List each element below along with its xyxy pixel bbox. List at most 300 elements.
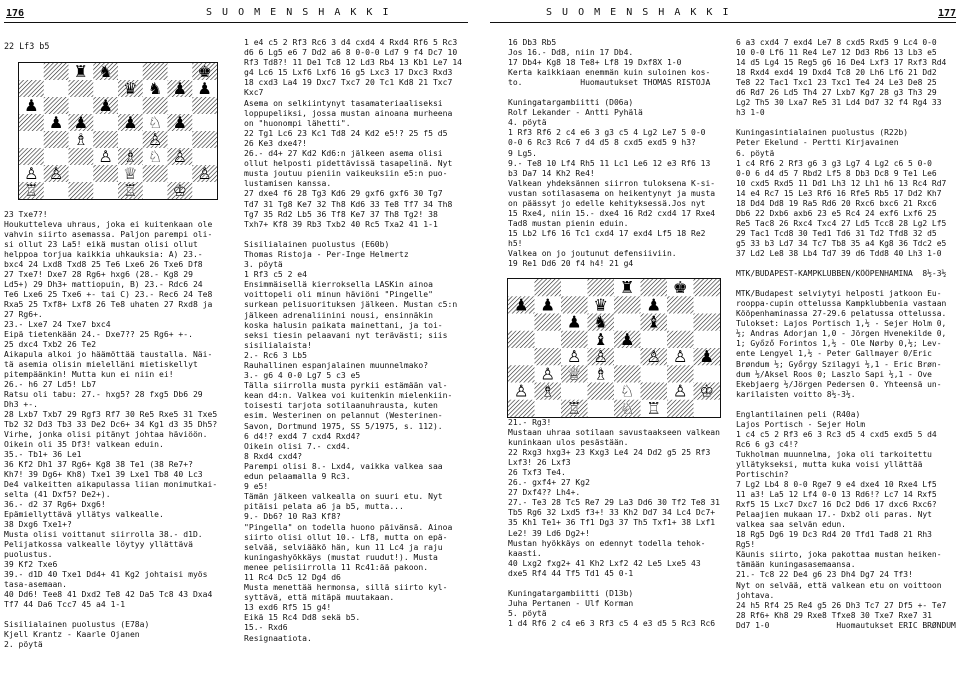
text-line: 6 a3 cxd4 7 exd4 Le7 8 cxd5 Rxd5 9 Lc4 0-0 (736, 38, 937, 47)
chess-piece-icon: ♛ (123, 78, 138, 98)
text-line: 25 dxc4 Txb2 26 Te2 (4, 340, 97, 349)
chess-piece-icon: ♖ (646, 398, 662, 417)
text-line: Savon, Dortmund 1975, SS 5/1975, s. 112). (244, 421, 443, 431)
text-line: 9.- Te8 10 Lf4 Rh5 11 Lc1 Le6 12 e3 Rf6 13 (508, 158, 711, 168)
text-line: 21.- Tc8 22 De4 g6 23 Dh4 Dg7 24 Tf3! (736, 570, 913, 580)
chess-piece-icon: ♟ (98, 95, 113, 115)
chess-piece-icon: ♙ (513, 381, 529, 401)
chess-piece-icon: ♟ (48, 112, 64, 132)
dark-square (641, 383, 668, 400)
text-line: 10 cxd5 Rxd5 11 Dd1 Lh3 12 Lh1 h6 13 Rc4 Rd7 (736, 178, 947, 188)
dark-square (93, 131, 118, 148)
text-line: 38 Dxg6 Txe1+? (4, 520, 72, 529)
text-line: seksi tiesin pelaavani nyt terävästi; siis (244, 330, 448, 340)
chess-piece-icon: ♟ (513, 295, 529, 315)
text-line: on "huonompi lähetti". (244, 118, 351, 128)
text-line: toisesti tarjota sotilaanuhrausta, kuten (244, 401, 438, 411)
dark-square (694, 314, 721, 331)
text-line: syttävä, että mitäpä muutakaan. (244, 593, 395, 603)
text-line: Rf3 Td8?! 11 De1 Tc8 12 Ld3 Rb4 13 Kb1 Le7 14 (244, 58, 463, 68)
text-line: voittopeli oli minun häviöni "Pingelle" (244, 290, 433, 300)
text-line: 37 Ld2 Le8 38 Lb4 Td7 39 d6 Tdd8 40 Lh3 1-0 (736, 248, 942, 258)
chess-piece-icon: ♙ (147, 129, 163, 149)
chess-piece-icon: ♟ (172, 78, 188, 98)
text-line: Txh7+ Kf8 39 Rb3 Txb2 40 Rc5 Txa2 41 1-1 (244, 219, 438, 229)
text-line: menee pelisiirrolla 11 Rc41:ää pakoon. (244, 562, 429, 572)
text-line: 35.- Tb1+ 36 Le1 (4, 450, 82, 459)
dark-square (535, 314, 562, 331)
text-line: De4 valkeitten aikapulassa liian monimutkai- (4, 480, 218, 489)
text-line: Rxa5 25 Txf8+ Lxf8 26 Te8 uhaten 27 Rxd8 ja (4, 300, 213, 309)
chess-piece-icon: ♘ (619, 381, 635, 401)
text-line: 13 exd6 Rf5 15 g4! (244, 603, 332, 613)
text-line: Musta olisi voittanut siirrolla 38.- d1D. (4, 530, 203, 539)
text-line: surkean pelisuorituksen jälkeen. Mustan c5:n (244, 300, 458, 310)
dark-square (667, 365, 694, 382)
text-line: 9 e5! (244, 482, 269, 492)
text-line: Tb5 Rg6 32 Lxd5 f3+! 33 Kh2 Dd7 34 Lc4 Dc7+ (508, 508, 716, 518)
text-line: 28 Rf6+ Kh8 29 Rxe8 Tfxe8 30 Txe7 Rxe7 31 (736, 610, 932, 620)
text-line: Td7 31 Tg8 Ke7 32 Th8 Kd6 33 Te8 Tf7 34 Th8 (244, 199, 453, 209)
right-column-1-top (508, 38, 726, 269)
chess-piece-icon: ♞ (98, 63, 113, 81)
text-line: 21.- Rg3! (508, 418, 552, 427)
chess-piece-icon: ♗ (123, 146, 138, 166)
text-line (508, 88, 726, 98)
text-line: 10 0-0 Lf6 11 Re4 Le7 12 Dd3 Rb6 13 Lb3 e5 (736, 48, 937, 58)
text-line: 27 Dxf4?? Lh4+. (508, 488, 581, 498)
dark-square (192, 131, 217, 148)
text-line: Mustan hyökkäys on edennyt todella tehok- (508, 538, 706, 548)
text-line (508, 579, 726, 589)
text-line: 18 Dd4 Dd8 19 Ra5 Rd6 20 Rxc6 bxc6 21 Rxc6 (736, 198, 937, 208)
chess-piece-icon: ♗ (593, 364, 609, 384)
dark-square (69, 148, 94, 165)
text-line: ½; Andras Adorjan 1,0 - Jörgen Hvenekilde 0, (736, 329, 947, 339)
text-line: Valkean yhdeksännen siirron tuloksena K-si- (508, 178, 716, 188)
chess-piece-icon: ♔ (172, 180, 188, 199)
text-line: 0-0 6 d4 d5 7 Rbd2 Lf5 8 Db3 Dc8 9 Te1 Le6 (736, 168, 937, 178)
text-line: Sisilialainen puolustus (E78a) (4, 620, 150, 629)
text-line: dum ½/Aksel Roos 0; Laszlo Sapi ½,1 - Ove (736, 369, 932, 379)
chess-diagram-1 (18, 62, 218, 200)
text-line: Peter Ekelund - Pertti Kirjavainen (736, 138, 899, 148)
chess-piece-icon: ♙ (98, 146, 113, 166)
text-line: 28 Lxb7 Txb7 29 Rgf3 Rf7 30 Re5 Rxe5 31 Txe5 (4, 410, 218, 419)
dark-square (561, 331, 588, 348)
right-column-2 (736, 38, 956, 631)
text-line (736, 259, 956, 269)
chess-piece-icon: ♙ (646, 347, 662, 367)
chess-piece-icon: ♜ (73, 63, 89, 81)
text-line: 5. pöytä (508, 608, 547, 618)
text-line: h3 1-0 (736, 108, 765, 118)
text-line: Sisilialainen puolustus (E60b) (244, 239, 390, 249)
text-line: MTK/Budapest selviytyi helposti jatkoon Eu- (736, 289, 942, 299)
text-line: 22 Tg1 Lc6 23 Kc1 Td8 24 Kd2 e5!? 25 f5 d5 (244, 128, 448, 138)
text-line: 9 Lg5. (508, 148, 537, 158)
text-line: Kh7! 39 Dg6+ Kh8) Txe1 39 Lxe1 Tb8 40 Lc3 (4, 470, 203, 479)
dark-square (508, 331, 535, 348)
text-line: 15 Rxe4, niin 15.- dxe4 16 Rd2 cxd4 17 Rxe4 (508, 208, 716, 218)
chess-piece-icon: ♝ (646, 312, 662, 332)
text-line: 3.- g6 4 0-0 Lg7 5 c3 e5 (244, 371, 361, 381)
text-line: Käunis siirto, joka pakottaa mustan heiken- (736, 550, 942, 560)
text-line: edun pelaamalla 9 Rc3. (244, 472, 351, 482)
text-line: Kuningatargambiitti (D13b) (508, 588, 634, 598)
text-line: Ekebjaerg ½/Jörgen Pedersen 0. Yhteensä un- (736, 379, 942, 389)
text-line: 1 c4 c5 2 Rf3 e6 3 Rc3 d5 4 cxd5 exd5 5 d4 (736, 429, 937, 439)
chess-piece-icon: ♟ (73, 112, 89, 132)
chess-piece-icon: ♘ (147, 112, 163, 132)
text-line: kaasti. (508, 548, 542, 558)
chess-piece-icon: ♙ (48, 163, 64, 183)
text-line: Asema on selkiintynyt tasamateriaaliseksi (244, 98, 443, 108)
text-line: Tukholman muunnelma, joka oli tarkoitettu (736, 449, 932, 459)
dark-square (93, 165, 118, 182)
text-line: Te6 Lxe6 25 Txe6 +- tai C) 23.- Rec6 24 Te8 (4, 290, 213, 299)
text-line: musta joutuu pieniin vaikeuksiin e5:n puo- (244, 169, 448, 179)
text-line: Parempi olisi 8.- Lxd4, vaikka valkea saa (244, 461, 443, 471)
text-line: 24 h5 Rf4 25 Re4 g5 26 Dh3 Tc7 27 Df5 +- Te7 (736, 600, 947, 610)
text-line: Tulokset: Lajos Portisch 1,½ - Sejer Holm 0, (736, 319, 947, 329)
text-line: 17 Db4+ Kg8 18 Te8+ Lf8 19 Dxf8X 1-0 (508, 58, 682, 68)
text-line: jälkeen adrenaliinini nousi, ensinnäkin (244, 310, 433, 320)
text-line: Brøndum ½; Győrgy Szilagyi ½,1 - Eric Brøn- (736, 359, 942, 369)
text-line: Pelaajien mukaan 17.- Dxb2 oli paras. Nyt (736, 510, 932, 520)
dark-square (667, 400, 694, 417)
text-line: selvää, selviääkö hän, kun 11 Lc4 ja raju (244, 542, 443, 552)
text-line: Re5 Tac8 26 Rxc4 Txc4 27 Ld5 Tcc8 28 Lg2 Lf5 (736, 218, 947, 228)
text-line: 2. pöytä (4, 640, 43, 649)
text-line: on päässyt jo edelle kehityksessä.Jos nyt (508, 198, 706, 208)
chess-piece-icon: ♞ (593, 312, 609, 332)
text-line: Musta menettää hermonsa, sillä siirto kyl- (244, 583, 448, 593)
text-line: Kuningatargambiitti (D06a) (508, 98, 634, 108)
text-line: Englantilainen peli (R40a) (736, 409, 861, 419)
chess-piece-icon: ♟ (172, 112, 188, 132)
text-line: si ollut 23 La5! eikä mustan olisi ollut (4, 240, 198, 249)
text-line: b3 Da7 14 Kh2 Re4! (508, 168, 595, 178)
text-line: Juha Pertanen - Ulf Korman (508, 598, 634, 608)
text-line: Tad8 mustan pienin eduin. (508, 218, 629, 228)
text-line: sisilialaista! (244, 340, 312, 350)
text-line: Tälla siirrolla musta pyrkii estämään val- (244, 381, 448, 391)
text-line: 23 Txe7?! (4, 210, 48, 219)
text-line: Ratsu oli tabu: 27.- hxg5? 28 fxg5 Db6 29 (4, 390, 203, 399)
dark-square (667, 296, 694, 313)
chess-piece-icon: ♙ (672, 347, 688, 367)
chess-piece-icon: ♙ (540, 364, 556, 384)
text-line: 26 Ke3 dxe4?! (244, 138, 307, 148)
text-line: koska halusin paikata mainettani, ja toi- (244, 320, 443, 330)
text-line: 4. pöytä (508, 118, 547, 128)
chess-piece-icon: ♚ (197, 63, 212, 81)
text-line: 14 d5 Lg4 15 Reg5 g6 16 De4 Lxf3 17 Rxf3 Rd4 (736, 58, 947, 68)
text-line: Kerta kaikkiaan enemmän kuin suloinen kos- (508, 68, 711, 78)
text-line: 22 Rxg3 hxg3+ 23 Kxg3 Le4 24 Dd2 g5 25 Rf3 (508, 448, 711, 458)
text-line: "Pingella" on todella huono päivänsä. Ainoa (244, 522, 453, 532)
text-line: Eipä tietenkään 24.- Dxe7?? 25 Rg6+ +-. (4, 330, 193, 339)
text-line (4, 610, 236, 620)
dark-square (69, 80, 94, 97)
text-line: 6 d4!? exd4 7 cxd4 Rxd4? (244, 431, 361, 441)
text-line: Rxf5 15 Lxc7 Dxc7 16 Dc2 Dd6 17 dxc6 Rxc6? (736, 500, 937, 510)
chess-piece-icon: ♟ (619, 329, 635, 349)
text-line: 11 Rc4 Dc5 12 Dg4 d6 (244, 572, 341, 582)
text-line: Ensimmäisellä kierroksella LASKin ainoa (244, 280, 433, 290)
text-line: 18 cxd3 La4 19 Dxc7 Txc7 20 Tc1 Kd8 21 Txc7 (244, 78, 453, 88)
text-line (736, 279, 956, 289)
chess-piece-icon: ♙ (672, 381, 688, 401)
text-line: Te8 22 Tac1 Txc1 23 Txc1 Te4 24 Le3 De8 25 (736, 78, 937, 88)
text-line: 0-0 6 Rc3 Rc6 7 d4 d5 8 cxd5 exd5 9 h3? (508, 138, 696, 148)
text-line: 36 Kf2 Dh1 37 Rg6+ Kg8 38 Te1 (38 Re7+? (4, 460, 193, 469)
dark-square (192, 97, 217, 114)
text-line: pitäisi pelata a6 ja b5, mutta... (244, 502, 404, 512)
text-line: 40 Dd6! Tee8 41 Dxd2 Te8 42 Da5 Tc8 43 Dxa4 (4, 590, 213, 599)
text-line: 1 d4 Rf6 2 c4 e6 3 Rf3 c5 4 e3 d5 5 Rc3 Rc6 (508, 618, 716, 628)
text-line: Kuningasintialainen puolustus (R22b) (736, 128, 909, 138)
text-line: 1 Rf3 c5 2 e4 (244, 270, 307, 280)
chess-diagram-2 (507, 278, 721, 418)
chess-piece-icon: ♝ (593, 329, 609, 349)
chess-piece-icon: ♘ (147, 146, 163, 166)
text-line: 1 Rf3 Rf6 2 c4 e6 3 g3 c5 4 Lg2 Le7 5 0-0 (508, 128, 706, 138)
text-line: karilaisten voitto 8½-3½. (736, 389, 856, 399)
text-line: kean d4:n. Valkea voi kuitenkin mielenkiin- (244, 391, 453, 401)
text-line: Aikapula alkoi jo häämöttää taustalla. Näi- (4, 350, 213, 359)
chess-piece-icon: ♗ (73, 129, 89, 149)
text-line: ente Lengyel 1,½ - Peter Gallmayer 0/Eric (736, 349, 932, 359)
text-line: Resignaatiota. (244, 633, 312, 643)
dark-square (667, 331, 694, 348)
text-line: Epämiellyttävä yllätys valkealle. (4, 510, 164, 519)
dark-square (588, 383, 615, 400)
dark-square (614, 296, 641, 313)
text-line: 6. pöytä (736, 148, 775, 158)
text-line: Tb2 32 Dd3 Tb3 33 De2 Dc6+ 34 Kg1 d3 35 Dh5? (4, 420, 218, 429)
text-line: 40 Lxg2 fxg2+ 41 Kh2 Lxf2 42 Le5 Lxe5 43 (508, 558, 701, 568)
chess-piece-icon: ♙ (24, 163, 39, 183)
chess-piece-icon: ♙ (197, 163, 212, 183)
text-line: Oikein oli 35 Df3! valkean eduin. (4, 440, 164, 449)
text-line: 15 Lb2 Lf6 16 Tc1 cxd4 17 exd4 Lf5 18 Re2 (508, 228, 706, 238)
text-line: Eikä 15 Rc4 Dd8 sekä b5. (244, 613, 361, 623)
text-line: Kjell Krantz - Kaarle Ojanen (4, 630, 140, 639)
text-line: 39.- d1D 40 Txe1 Dd4+ 41 Kg2 johtaisi myös (4, 570, 208, 579)
text-line: loppupeliksi, jossa mustan ainoana murheena (244, 108, 453, 118)
chess-piece-icon: ♟ (566, 312, 582, 332)
text-line: Lxf3! 26 Lxf3 (508, 458, 571, 468)
text-line: Rolf Lekander - Antti Pyhälä (508, 108, 643, 118)
text-line: tä asemia olisin mielelläni mietiskellyt (4, 360, 198, 369)
text-line: Le2! 39 Ld6 Dg2+! (508, 528, 590, 538)
text-line: 11 a3! La5 12 Lf4 0-0 13 Rd6!? Lc7 14 Rxf5 (736, 490, 937, 500)
chess-piece-icon: ♘ (619, 398, 635, 417)
text-line: 2.- Rc6 3 Lb5 (244, 350, 307, 360)
text-line: vustan sotilasasema on heikentynyt ja musta (508, 188, 716, 198)
text-line: d6 6 Lg5 e6 7 Dd2 a6 8 0-0-0 Ld7 9 f4 Dc7 10 (244, 48, 458, 58)
right-page-title: S U O M E N S H A K K I (546, 7, 731, 18)
text-line: valkea saa selvän edun. (736, 520, 846, 530)
text-line: Kxc7 (244, 88, 264, 98)
text-line: 26.- h6 27 Ld5! Lb7 (4, 380, 97, 389)
text-line: 27 Rg6+. (4, 310, 43, 319)
chess-piece-icon: ♞ (147, 78, 163, 98)
right-header-rule (490, 22, 956, 23)
dark-square (535, 279, 562, 296)
text-line: 19 Re1 Dd6 20 f4 h4! 21 g4 (508, 259, 634, 269)
text-line: Portischin? (736, 470, 789, 480)
text-line: Mustaan uhraa sotilaan savustaakseen valkean (508, 428, 720, 438)
left-column-2 (244, 38, 470, 644)
left-column-1-text (4, 210, 236, 650)
text-line: 26.- d4+ 27 Kd2 Kd6:n jälkeen asema olisi (244, 149, 443, 159)
text-line (244, 230, 470, 240)
text-line: Nyt on selvää, että valkean etu on voittoon (736, 580, 942, 590)
text-line: Tf7 44 Da6 Tcc7 45 a4 1-1 (4, 600, 126, 609)
right-page-number: 177 (938, 8, 957, 19)
dark-square (44, 97, 69, 114)
text-line (736, 400, 956, 410)
chess-piece-icon: ♖ (123, 180, 138, 199)
text-line: Db6 22 Dxb6 axb6 23 e5 Rc4 24 exf6 Lxf6 25 (736, 208, 937, 218)
text-line: 1 e4 c5 2 Rf3 Rc6 3 d4 cxd4 4 Rxd4 Rf6 5 Rc3 (244, 38, 458, 47)
text-line: yllätykseksi, mutta kuka voisi yllättää (736, 459, 923, 469)
chess-piece-icon: ♙ (566, 347, 582, 367)
text-line: Thomas Ristoja - Per-Inge Helmertz (244, 249, 409, 259)
dark-square (19, 114, 44, 131)
text-line: Rg5! (736, 540, 756, 550)
chess-piece-icon: ♙ (593, 347, 609, 367)
dark-square (143, 63, 168, 80)
text-line: d6 Rd7 26 Ld5 Th4 27 Lxb7 Kg7 28 g3 Th3 29 (736, 88, 937, 98)
text-line: 26 Txf3 Te4. (508, 468, 566, 478)
text-line: 27.- Te3 28 Tc5 Re7 29 La3 Dd6 30 Tf2 Te8 31 (508, 498, 720, 508)
left-header-rule (4, 22, 468, 23)
text-line: g5 33 b3 Ld7 34 Tc7 Tb8 35 a4 Kg8 36 Tdc2 e5 (736, 238, 947, 248)
text-line: 9.- Db6? 10 Ra3 Kf8? (244, 512, 341, 522)
dark-square (561, 296, 588, 313)
text-line: kuninkaan ulos pesästään. (508, 438, 629, 448)
chess-board-1 (19, 63, 217, 199)
text-line: Dd7 1-0 Huomautukset ERIC BRØNDUM (736, 620, 956, 630)
text-line: selta (41 Dxf5? De2+). (4, 490, 111, 499)
chess-piece-icon: ♖ (24, 180, 39, 199)
text-line: 18 Rg5 Dg6 19 Dc3 Rd4 20 Tfd1 Tad8 21 Rh3 (736, 530, 932, 540)
chess-piece-icon: ♜ (619, 279, 635, 298)
text-line: to. Huomautukset THOMAS RISTOJA (508, 78, 711, 88)
dark-square (535, 348, 562, 365)
text-line: MTK/BUDAPEST-KAMPKLUBBEN/KÖÖPENHAMINA 8½-3½ (736, 269, 947, 279)
text-line: 18 Rxd4 exd4 19 Dxd4 Tc8 20 Lh6 Lf6 21 Dd2 (736, 68, 937, 78)
diagram-caption: 22 Lf3 b5 (4, 41, 50, 51)
text-line: 26.- gxf4+ 27 Kg2 (508, 478, 590, 488)
text-line: Lg2 Th5 30 Lxa7 Re5 31 Ld4 Dd7 32 f4 Rg4 33 (736, 98, 942, 108)
text-line: puolustus. (4, 550, 53, 559)
chess-piece-icon: ♟ (646, 295, 662, 315)
chess-piece-icon: ♟ (123, 112, 138, 132)
text-line: 29 Tac1 Tcd8 30 Ted1 Td6 31 Td2 Tfd8 32 d5 (736, 228, 937, 238)
text-line: 23.- Lxe7 24 Txe7 bxc4 (4, 320, 111, 329)
chess-piece-icon: ♛ (593, 295, 609, 315)
dark-square (508, 365, 535, 382)
chess-piece-icon: ♟ (540, 295, 556, 315)
chess-board-2 (508, 279, 720, 417)
dark-square (641, 279, 668, 296)
text-line: tämään kuningasasemaansa. (736, 560, 856, 570)
dark-square (614, 365, 641, 382)
text-line: Valkea on jo joutunut defensiiviin. (508, 248, 677, 258)
text-line: 36.- d2 37 Rg6+ Dxg6! (4, 500, 106, 509)
chess-piece-icon: ♕ (123, 163, 138, 183)
text-line: g4 Lc6 15 Lxf6 Lxf6 16 g5 Lxc3 17 Dxc3 Rxd3 (244, 68, 453, 78)
text-line: 35 Kh1 Te1+ 36 Tf1 Dg3 37 Th5 Txf1+ 38 Lxf1 (508, 518, 716, 528)
text-line: 14 e4 Rc7 15 Le3 Rf6 16 Rfe5 Rb5 17 Dd2 Kh7 (736, 188, 942, 198)
dark-square (588, 279, 615, 296)
text-line: lustamisen kanssa. (244, 179, 332, 189)
text-line: 8 Rxd4 cxd4? (244, 451, 303, 461)
dark-square (694, 279, 721, 296)
dark-square (143, 165, 168, 182)
dark-square (69, 182, 94, 199)
text-line: helppoa torjua kaikkia uhkauksia: A) 23.- (4, 250, 203, 259)
text-line: Virhe, jonka olisi pitänyt johtaa häviöön. (4, 430, 208, 439)
chess-piece-icon: ♚ (672, 279, 688, 298)
chess-piece-icon: ♟ (699, 347, 715, 367)
text-line: bxc4 24 Lxd8 Txd8 25 Te6 Lxe6 26 Txe6 Df8 (4, 260, 203, 269)
text-line: johtava. (736, 590, 775, 600)
text-line: Tg7 35 Rd2 Lb5 36 Tf8 Ke7 37 Th8 Tg2! 38 (244, 209, 438, 219)
dark-square (143, 97, 168, 114)
text-line: esim. Westerinen on pelannut (Westerinen- (244, 411, 443, 421)
left-page-title: S U O M E N S H A K K I (206, 7, 391, 18)
text-line: vahvin siirto asemassa. Paljon parempi oli- (4, 230, 213, 239)
chess-piece-icon: ♔ (699, 381, 715, 401)
dark-square (44, 63, 69, 80)
chess-piece-icon: ♙ (172, 146, 188, 166)
text-line: 39 Kf2 Txe6 (4, 560, 58, 569)
right-column-1-bottom (508, 418, 726, 629)
chess-piece-icon: ♗ (540, 381, 556, 401)
text-line: rooppa-cupin ottelussa Kampklubbenia vastaan (736, 299, 947, 309)
text-line: 27 dxe4 f6 28 Tg3 Kd6 29 gxf6 gxf6 30 Tg7 (244, 189, 443, 199)
text-line: Kööpenhaminassa 27-29.6 pelatussa ottelussa. (736, 309, 947, 319)
text-line: pitempäänkin! Mutta kun ei niin ei! (4, 370, 174, 379)
text-line: tasa-asemaan. (4, 580, 67, 589)
dark-square (508, 400, 535, 417)
text-line: siirto olisi ollut 10.- Lf8, mutta on epä- (244, 532, 448, 542)
text-line (736, 118, 956, 128)
dark-square (19, 80, 44, 97)
text-line: Jos 16.- Dd8, niin 17 Db4. (508, 48, 634, 58)
text-line: Rauhallinen espanjalainen muunnelmako? (244, 361, 429, 370)
text-line: Tämän jälkeen valkealla on suuri etu. Nyt (244, 492, 443, 502)
text-line: Rc6 6 g3 c4!? (736, 439, 799, 449)
text-line: ollut helposti pidettävissä tasapelinä. Nyt (244, 159, 453, 169)
chess-piece-icon: ♕ (566, 364, 582, 384)
chess-piece-icon: ♖ (566, 398, 582, 417)
text-line: Oikein olisi 7.- cxd4. (244, 441, 351, 451)
text-line: 1 c4 Rf6 2 Rf3 g6 3 g3 Lg7 4 Lg2 c6 5 0-0 (736, 158, 932, 168)
text-line: h5! (508, 238, 523, 248)
text-line: Ld5+) 29 Dh3+ mattiopuin, B) 23.- Rdc6 24 (4, 280, 203, 289)
text-line: 3. pöytä (244, 260, 283, 270)
left-column-1 (4, 41, 236, 51)
text-line: 27 Txe7! Dxe7 28 Rg6+ hxg6 (28.- Kg8 29 (4, 270, 193, 279)
left-page-number: 176 (6, 8, 25, 19)
